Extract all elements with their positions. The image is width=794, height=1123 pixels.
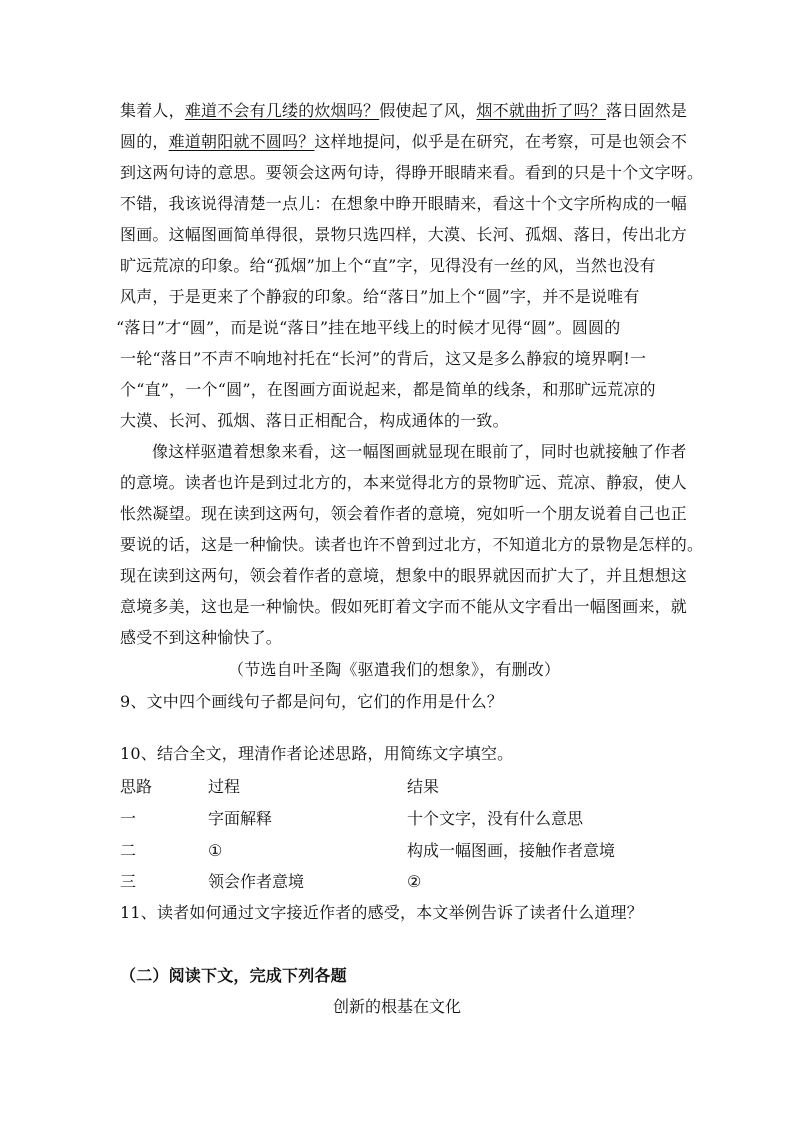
passage-line-3: 到这两句诗的意思。要领会这两句诗，得睁开眼睛来看。看到的只是十个文字呀。 [120, 163, 704, 182]
passage-line-5: 图画。这幅图画简单得很，景物只选四样，大漠、长河、孤烟、落日，传出北方 [120, 225, 688, 244]
passage-line-15: 要说的话，这是一种愉快。读者也许不曾到过北方，不知道北方的景物是怎样的。 [120, 535, 704, 554]
section-heading: （二）阅读下文，完成下列各题 [120, 966, 347, 985]
table-row-1-process: 字面解释 [208, 809, 273, 828]
underlined-question-1: 难道不会有几缕的炊烟吗？ [184, 101, 380, 120]
text-run: 这样地提问，似乎是在研究，在考察，可是也领会不 [314, 132, 688, 151]
passage-line-1 [120, 101, 687, 121]
passage-line-2 [120, 132, 687, 152]
text-run: 假使起了风， [379, 101, 477, 120]
underlined-question-3: 难道朝阳就不圆吗？ [168, 132, 315, 151]
table-row-3-result: ② [407, 872, 422, 891]
passage-line-16: 现在读到这两句，领会着作者的意境，想象中的眼界就因而扩大了，并且想想这 [120, 566, 688, 585]
table-header-thought: 思路 [120, 777, 153, 796]
passage-source: （节选自叶圣陶《驱遣我们的想象》，有删改） [228, 660, 561, 679]
passage-line-12: 像这样驱遣着想象来看，这一幅图画就显现在眼前了，同时也就接触了作者 [152, 442, 687, 461]
passage-line-4: 不错，我该说得清楚一点儿：在想象中睁开眼睛来，看这十个文字所构成的一幅 [120, 194, 688, 213]
table-header-result: 结果 [407, 777, 440, 796]
passage-line-9: 一轮“落日”不声不响地衬托在“长河”的背后，这又是多么静寂的境界啊!一 [120, 349, 647, 368]
table-row-3-process: 领会作者意境 [208, 872, 305, 891]
passage-line-18: 感受不到这种愉快了。 [120, 628, 283, 647]
table-header-process: 过程 [208, 777, 241, 796]
underlined-question-2: 烟不就曲折了吗？ [476, 101, 607, 120]
question-10: 10、结合全文，理清作者论述思路，用简练文字填空。 [120, 744, 514, 763]
passage-line-11: 大漠、长河、孤烟、落日正相配合，构成通体的一致。 [120, 411, 509, 430]
table-row-2-process: ① [208, 841, 223, 860]
article-title: 创新的根基在文化 [332, 997, 461, 1016]
table-row-2-result: 构成一幅图画，接触作者意境 [407, 841, 616, 860]
question-11: 11、读者如何通过文字接近作者的感受，本文举例告诉了读者什么道理？ [120, 903, 643, 922]
table-row-1-step: 一 [120, 809, 137, 828]
passage-line-6: 旷远荒凉的印象。给“孤烟”加上个“直”字，见得没有一丝的风，当然也没有 [120, 256, 656, 275]
text-run: 集着人， [120, 101, 185, 120]
passage-line-14: 怅然凝望。现在读到这两句，领会着作者的意境，宛如听一个朋友说着自己也正 [120, 504, 688, 523]
text-run: 落日固然是 [606, 101, 688, 120]
table-row-3-step: 三 [120, 872, 137, 891]
text-run: 圆的， [120, 132, 169, 151]
question-9: 9、文中四个画线句子都是问句，它们的作用是什么？ [120, 692, 503, 711]
passage-line-7: 风声，于是更来了个静寂的印象。给“落日”加上个“圆”字，并不是说唯有 [120, 287, 640, 306]
table-row-1-result: 十个文字，没有什么意思 [407, 809, 584, 828]
table-row-2-step: 二 [120, 841, 137, 860]
passage-line-13: 的意境。读者也许是到过北方的，本来觉得北方的景物旷远、荒凉、静寂，使人 [120, 473, 688, 492]
passage-line-17: 意境多美，这也是一种愉快。假如死盯着文字而不能从文字看出一幅图画来，就 [120, 597, 688, 616]
passage-line-8: “落日”才“圆”，而是说“落日”挂在地平线上的时候才见得“圆”。圆圆的 [116, 318, 621, 337]
passage-line-10: 个“直”，一个“圆”，在图画方面说起来，都是简单的线条，和那旷远荒凉的 [120, 380, 656, 399]
